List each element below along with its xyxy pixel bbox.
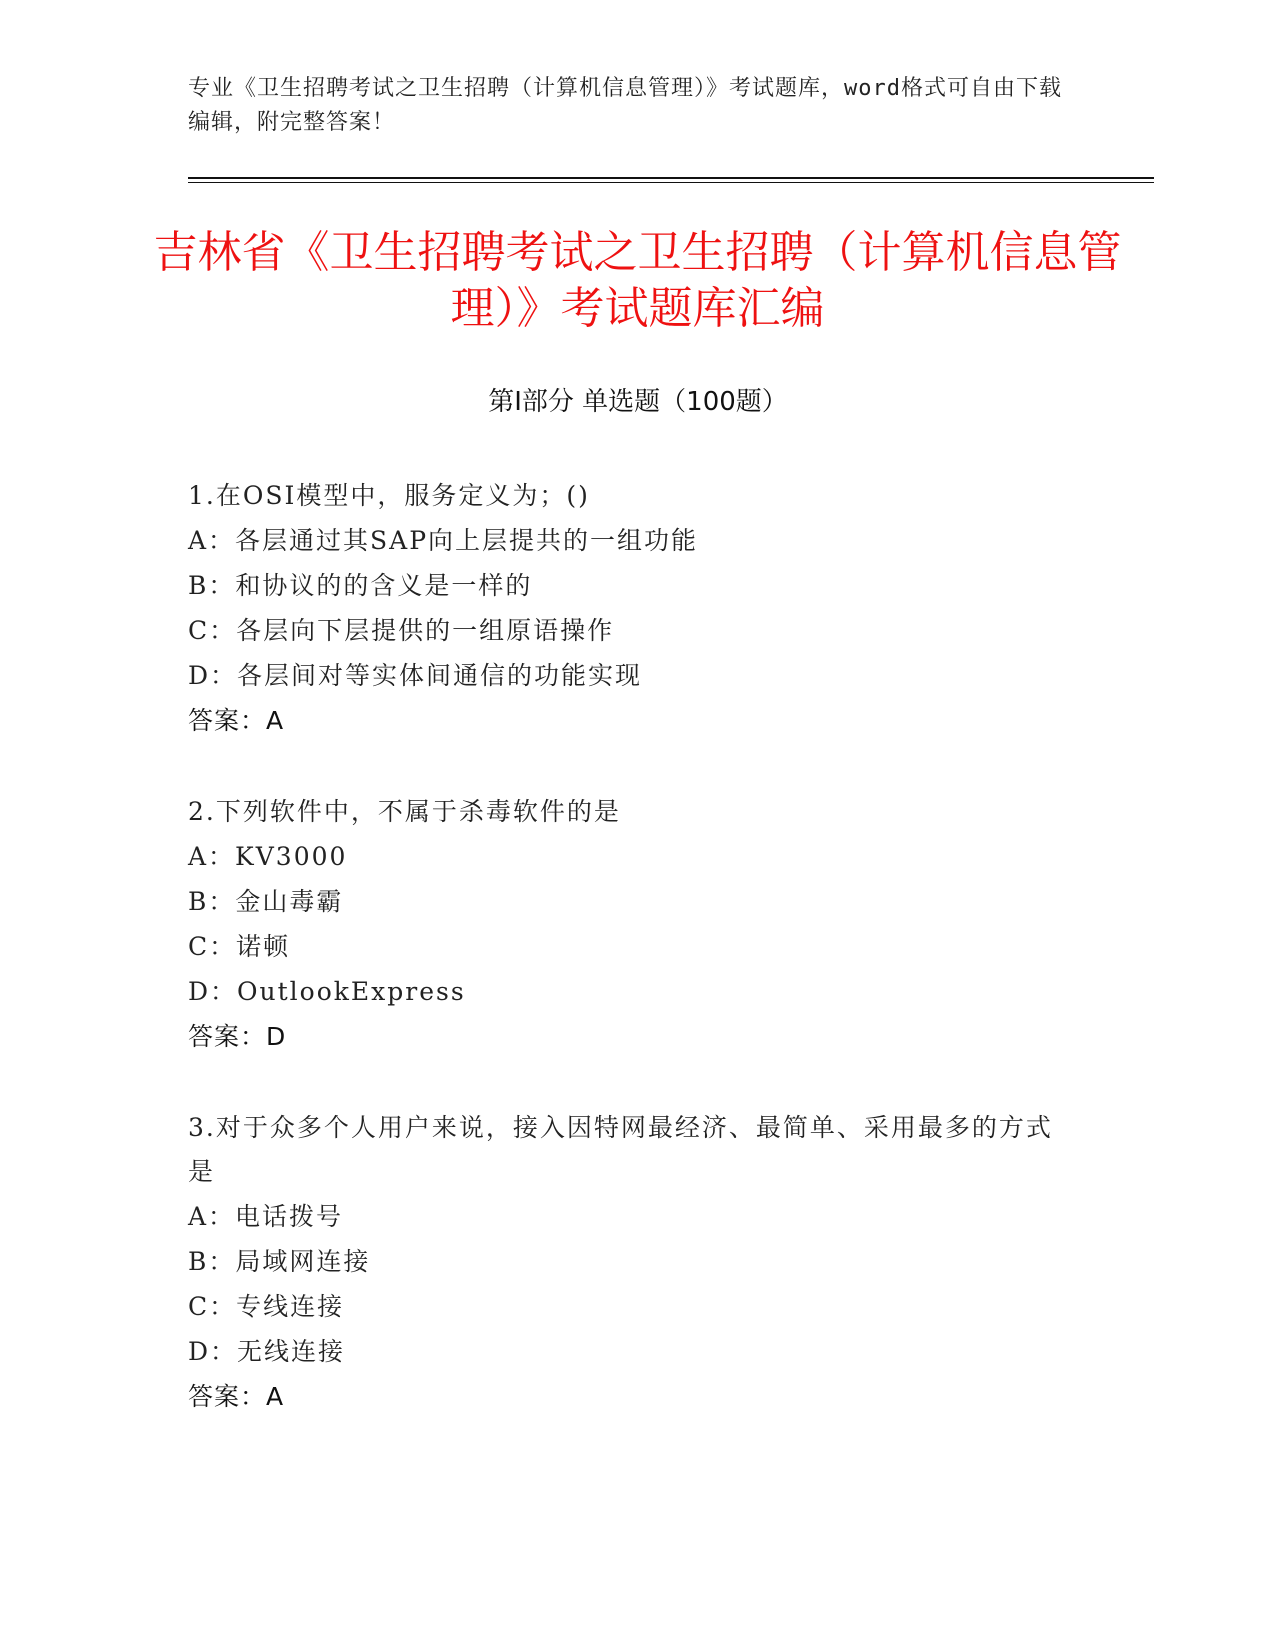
header-note: 专业《卫生招聘考试之卫生招聘（计算机信息管理）》考试题库，word格式可自由下载编辑，附完整答案！ (188, 76, 1062, 135)
question-stem: 2.下列软件中，不属于杀毒软件的是 (188, 797, 621, 826)
answer: 答案：A (188, 1382, 285, 1411)
option-b: B：金山毒霸 (188, 887, 344, 916)
option-c: C：各层向下层提供的一组原语操作 (188, 616, 615, 645)
answer: 答案：A (188, 706, 285, 735)
option-a: A：电话拨号 (188, 1202, 344, 1231)
question-stem: 3.对于众多个人用户来说，接入因特网最经济、最简单、采用最多的方式是 (188, 1113, 1053, 1186)
option-d: D：无线连接 (188, 1337, 346, 1366)
option-d: D：OutlookExpress (188, 977, 466, 1006)
option-b: B：局域网连接 (188, 1247, 371, 1276)
section-heading: 第Ⅰ部分 单选题（100题） (488, 387, 788, 417)
option-c: C：诺顿 (188, 932, 291, 961)
header-divider-thin (188, 182, 1154, 183)
document-title: 吉林省《卫生招聘考试之卫生招聘（计算机信息管理）》考试题库汇编 (153, 227, 1122, 334)
option-a: A：KV3000 (188, 842, 348, 871)
header-divider-thick (188, 177, 1154, 179)
option-a: A：各层通过其SAP向上层提共的一组功能 (188, 526, 699, 555)
option-d: D：各层间对等实体间通信的功能实现 (188, 661, 643, 690)
question-stem: 1.在OSI模型中，服务定义为；() (188, 481, 590, 510)
question-3 (188, 1106, 1068, 1420)
question-list (188, 474, 1068, 1466)
option-b: B：和协议的的含义是一样的 (188, 571, 533, 600)
answer: 答案：D (188, 1022, 287, 1051)
question-1 (188, 474, 1068, 744)
option-c: C：专线连接 (188, 1292, 345, 1321)
question-2 (188, 790, 1068, 1060)
